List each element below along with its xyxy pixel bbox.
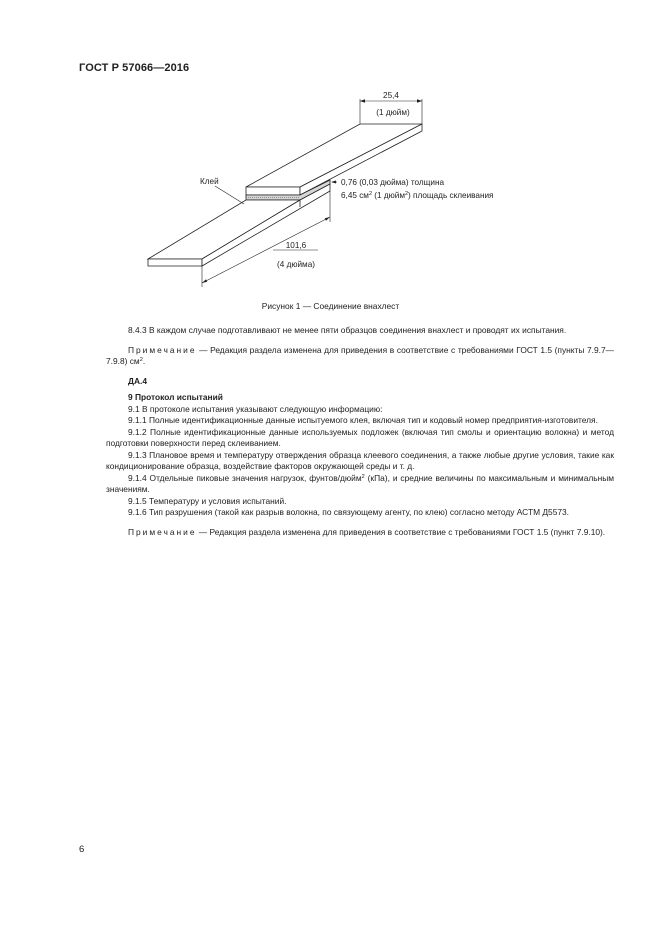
thickness-label: 0,76 (0,03 дюйма) толщина [341, 178, 445, 187]
overlap-value-label: 101,6 [285, 241, 307, 250]
note-1: Примечание — Редакция раздела изменена для приведения в соответствие с требованиями ГОСТ 1.5 (пункты 7.9.7—7.9.8) $см^2$. [106, 344, 614, 366]
note-2: Примечание — Редакция раздела изменена для приведения в соответствие с требованиями ГОСТ 1.5 (пункт 7.9.10). [128, 526, 606, 537]
lower-specimen-front-face [148, 259, 202, 266]
paragraph-9-1-3: 9.1.3 Плановое время и температуру отверждения образца клеевого соединения, а также любые другие условия, такие как кондиционирование образца, воздействие факторов окружающей среды и т. д. [106, 449, 614, 471]
lap-joint-figure [0, 0, 661, 300]
width-value-label: 25,4 [383, 91, 399, 100]
paragraph-9-1-1: 9.1.1 Полные идентификационные данные испытуемого клея, включая тип и кодовый номер предприятия-изготовителя. [128, 415, 598, 425]
note-2-prefix: Примечание [128, 526, 197, 537]
page-number: 6 [79, 844, 85, 855]
area-label: 6,45 $см^2$ (1 дюйм$^2$) площадь склеивания [341, 191, 494, 200]
paragraph-9-1-4: 9.1.4 Отдельные пиковые значения нагрузок, фунтов/дюйм$^2$ (кПа), и средние величины по максимальным и минимальным значениям. [106, 472, 615, 494]
document-body [106, 325, 614, 538]
paragraph-8-4-3: 8.4.3 В каждом случае подготавливают не менее пяти образцов соединения внахлест и проводят их испытания. [128, 325, 567, 335]
paragraph-9-1: 9.1 В протоколе испытания указывают следующую информацию: [128, 403, 383, 414]
adhesive-leader [215, 186, 244, 204]
standard-designation: ГОСТ Р 57066—2016 [79, 62, 190, 74]
paragraph-9-1-2: 9.1.2 Полные идентификационные данные используемых подложек (включая тип смолы и ориентацию волокна) и метод подготовки поверхности перед склеиванием. [106, 426, 614, 448]
adhesive-label: Клей [200, 177, 219, 186]
overlap-inch-label: (4 дюйма) [277, 260, 315, 269]
paragraph-9-1-6: 9.1.6 Тип разрушения (такой как разрыв волокна, по связующему агенту, по клею) согласно методу АСТМ Д5573. [128, 507, 570, 517]
paragraph-9-1-5: 9.1.5 Температуру и условия испытаний. [128, 495, 287, 506]
upper-specimen-front-face [246, 187, 300, 195]
figure-caption: Рисунок 1 — Соединение внахлест [261, 301, 400, 311]
thickness-arrow [331, 181, 336, 184]
width-inch-label: (1 дюйм) [376, 108, 410, 117]
appendix-da4-heading: ДА.4 [128, 375, 147, 386]
note-1-prefix: Примечание [128, 344, 197, 355]
section-9-heading: 9 Протокол испытаний [128, 392, 223, 402]
